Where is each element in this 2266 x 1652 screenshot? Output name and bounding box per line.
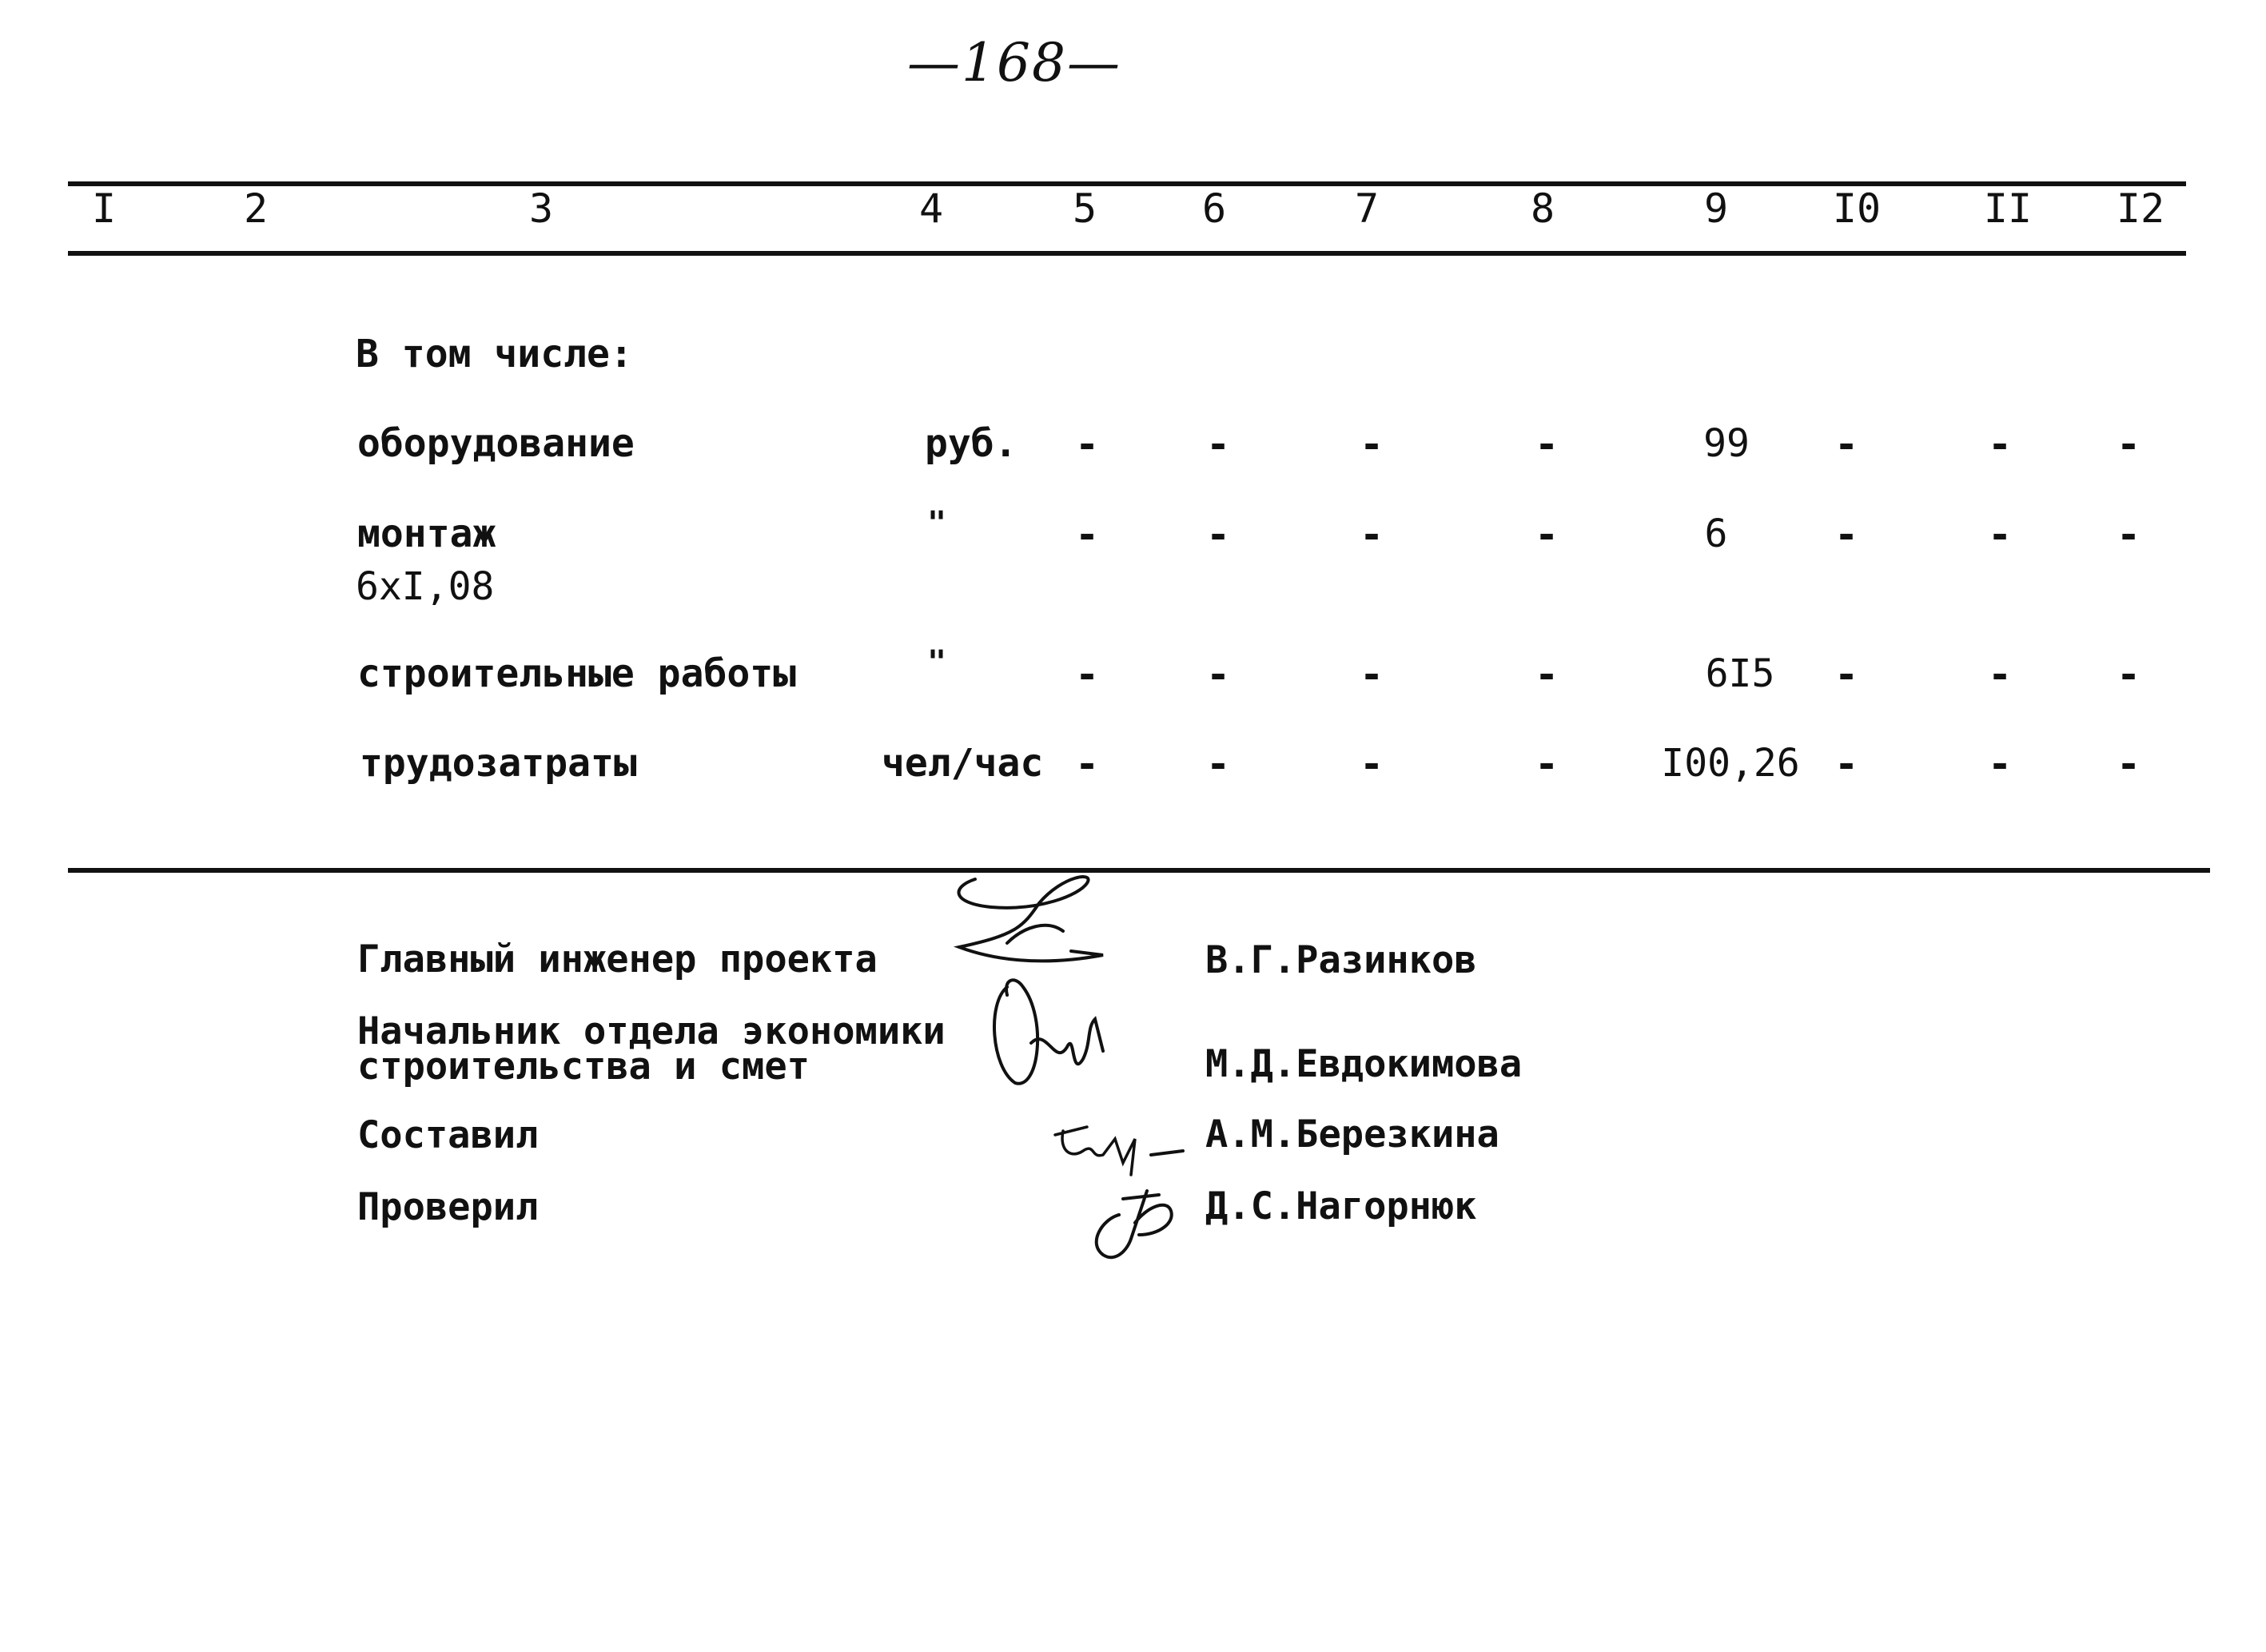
table-cell: 6 — [1704, 512, 1728, 556]
table-cell: - — [2116, 741, 2141, 787]
header-bottom-rule — [68, 251, 2186, 256]
table-cell: - — [1834, 421, 1859, 468]
signatory-title: Начальник отдела экономики — [357, 1009, 946, 1053]
row-unit: чел/час — [882, 741, 1044, 786]
row-name: оборудование — [357, 421, 635, 466]
table-cell: - — [1834, 512, 1859, 558]
signature-nagornyuk — [1071, 1175, 1183, 1271]
table-cell: - — [1205, 421, 1231, 468]
table-cell: - — [1987, 651, 2013, 698]
column-header: II — [1983, 185, 2033, 232]
table-cell: - — [1987, 512, 2013, 558]
signatory-name: Д.С.Нагорнюк — [1205, 1184, 1477, 1228]
table-cell: - — [1834, 741, 1859, 787]
column-header: 2 — [243, 185, 269, 232]
signatory-title: Главный инженер проекта — [357, 937, 878, 981]
signatory-title: Проверил — [357, 1185, 539, 1229]
row-name-note: 6xI,08 — [356, 564, 495, 609]
column-header: 9 — [1703, 185, 1729, 232]
column-header: I — [91, 185, 117, 232]
table-cell: - — [1534, 651, 1559, 698]
table-cell: - — [2116, 421, 2141, 468]
table-cell: - — [1205, 651, 1231, 698]
signatory-name: А.М.Березкина — [1205, 1113, 1499, 1156]
row-unit: " — [927, 644, 947, 681]
signatory-title: Составил — [357, 1113, 539, 1157]
table-cell: - — [1074, 651, 1100, 698]
column-header: I2 — [2116, 185, 2165, 232]
table-cell: - — [1205, 512, 1231, 558]
signatory-name: В.Г.Разинков — [1205, 938, 1477, 982]
column-header: 4 — [918, 185, 944, 232]
column-header: 6 — [1201, 185, 1227, 232]
column-header: 5 — [1072, 185, 1097, 232]
page-number: —168— — [907, 32, 1121, 94]
table-cell: I00,26 — [1661, 741, 1800, 786]
table-cell: - — [1359, 512, 1384, 558]
table-cell: - — [2116, 512, 2141, 558]
column-header: I0 — [1832, 185, 1882, 232]
table-cell: - — [2116, 651, 2141, 698]
table-cell: - — [1074, 421, 1100, 468]
table-cell: - — [1359, 741, 1384, 787]
table-cell: 6I5 — [1705, 651, 1775, 696]
table-cell: - — [1834, 651, 1859, 698]
signature-razinkov — [943, 871, 1151, 983]
table-cell: - — [1534, 741, 1559, 787]
table-subtitle: В том числе: — [356, 332, 633, 376]
table-cell: - — [1359, 651, 1384, 698]
table-cell: - — [1534, 421, 1559, 468]
signature-evdokimova — [983, 971, 1127, 1091]
column-header: 7 — [1354, 185, 1380, 232]
table-cell: - — [1074, 741, 1100, 787]
row-unit: руб. — [925, 421, 1018, 466]
row-name: монтаж — [357, 512, 496, 556]
table-cell: 99 — [1703, 421, 1750, 466]
table-cell: - — [1534, 512, 1559, 558]
column-header: 8 — [1530, 185, 1555, 232]
table-cell: - — [1074, 512, 1100, 558]
table-cell: - — [1987, 421, 2013, 468]
signatory-name: М.Д.Евдокимова — [1205, 1042, 1523, 1086]
row-name: строительные работы — [357, 651, 797, 696]
column-header: 3 — [528, 185, 554, 232]
signatory-title-line2: строительства и смет — [357, 1045, 810, 1089]
row-unit: " — [927, 505, 947, 542]
row-name: трудозатраты — [360, 741, 637, 786]
table-cell: - — [1987, 741, 2013, 787]
table-cell: - — [1359, 421, 1384, 468]
table-cell: - — [1205, 741, 1231, 787]
